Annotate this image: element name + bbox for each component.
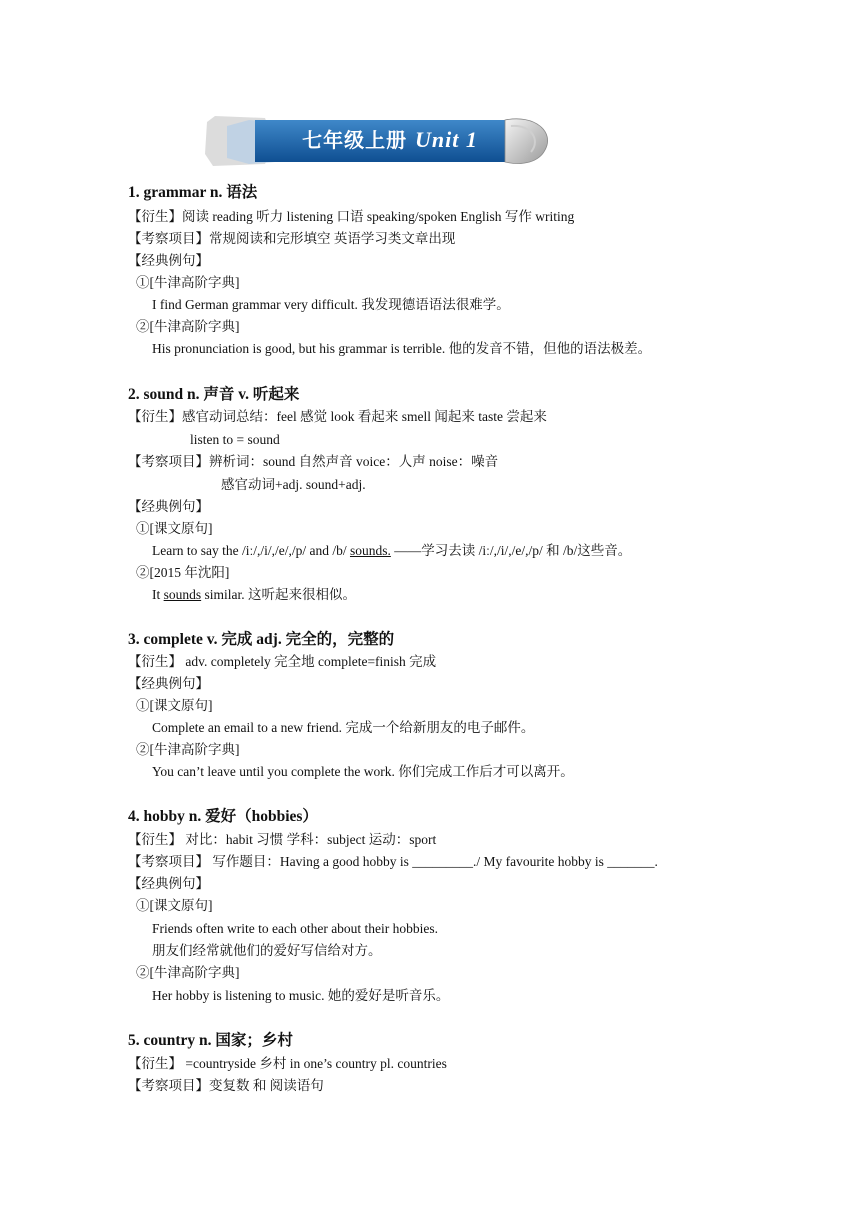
examples-label: 【经典例句】 <box>128 253 209 268</box>
example-source: ②[牛津高阶字典] <box>136 742 240 757</box>
example-source: ①[课文原句] <box>136 898 213 913</box>
banner-title <box>275 124 505 153</box>
example-source: ②[2015 年沈阳] <box>136 565 230 580</box>
derivation-line: 【衍生】阅读 reading 听力 listening 口语 speaking/spoken English 写作 writing <box>128 209 575 224</box>
exam-point-line: 【考察项目】 写作题目：Having a good hobby is _________./ My favourite hobby is _______. <box>128 854 658 869</box>
entry-heading: 4. hobby n. 爱好（hobbies） <box>128 808 318 825</box>
derivation-line: 【衍生】 adv. completely 完全地 complete=finish 完成 <box>128 654 437 669</box>
example-sentence: Her hobby is listening to music. 她的爱好是听音乐。 <box>152 988 450 1003</box>
examples-label: 【经典例句】 <box>128 876 209 891</box>
example-sentence: Friends often write to each other about their hobbies. <box>152 921 439 936</box>
exam-point-line: 【考察项目】常规阅读和完形填空 英语学习类文章出现 <box>128 231 456 246</box>
example-sentence: I find German grammar very difficult. 我发现德语语法很难学。 <box>152 297 510 312</box>
example-sentence: It sounds similar. 这听起来很相似。 <box>152 587 357 602</box>
derivation-line: 【衍生】感官动词总结：feel 感觉 look 看起来 smell 闻起来 taste 尝起来 <box>128 409 547 424</box>
examples-label: 【经典例句】 <box>128 676 209 691</box>
exam-point-line: 【考察项目】辨析词：sound 自然声音 voice：人声 noise：噪音 <box>128 454 499 469</box>
exam-point-line: 感官动词+adj. sound+adj. <box>221 477 366 492</box>
banner-grade-text: 七年级上册 <box>302 128 408 152</box>
example-sentence: Complete an email to a new friend. 完成一个给新朋友的电子邮件。 <box>152 720 535 735</box>
entry-heading: 1. grammar n. 语法 <box>128 184 258 201</box>
banner-unit-text: Unit 1 <box>415 127 478 152</box>
example-source: ②[牛津高阶字典] <box>136 965 240 980</box>
example-source: ①[牛津高阶字典] <box>136 275 240 290</box>
derivation-line: 【衍生】 =countryside 乡村 in one’s country pl. countries <box>128 1056 447 1071</box>
entry-heading: 3. complete v. 完成 adj. 完全的，完整的 <box>128 631 395 648</box>
example-sentence: Learn to say the /iː/,/i/,/e/,/p/ and /b/ sounds. ——学习去读 /iː/,/i/,/e/,/p/ 和 /b/这些音。 <box>152 543 632 558</box>
entry-heading: 5. country n. 国家；乡村 <box>128 1032 293 1049</box>
example-sentence: You can’t leave until you complete the work. 你们完成工作后才可以离开。 <box>152 764 574 779</box>
example-translation: 朋友们经常就他们的爱好写信给对方。 <box>152 943 382 958</box>
example-source: ①[课文原句] <box>136 698 213 713</box>
example-sentence: His pronunciation is good, but his grammar is terrible. 他的发音不错，但他的语法极差。 <box>152 341 652 356</box>
example-source: ①[课文原句] <box>136 521 213 536</box>
examples-label: 【经典例句】 <box>128 499 209 514</box>
exam-point-line: 【考察项目】变复数 和 阅读语句 <box>128 1078 324 1093</box>
derivation-line: 【衍生】 对比：habit 习惯 学科：subject 运动：sport <box>128 832 437 847</box>
unit-banner <box>205 114 555 170</box>
derivation-line: listen to = sound <box>190 432 280 447</box>
example-source: ②[牛津高阶字典] <box>136 319 240 334</box>
entry-heading: 2. sound n. 声音 v. 听起来 <box>128 386 300 403</box>
